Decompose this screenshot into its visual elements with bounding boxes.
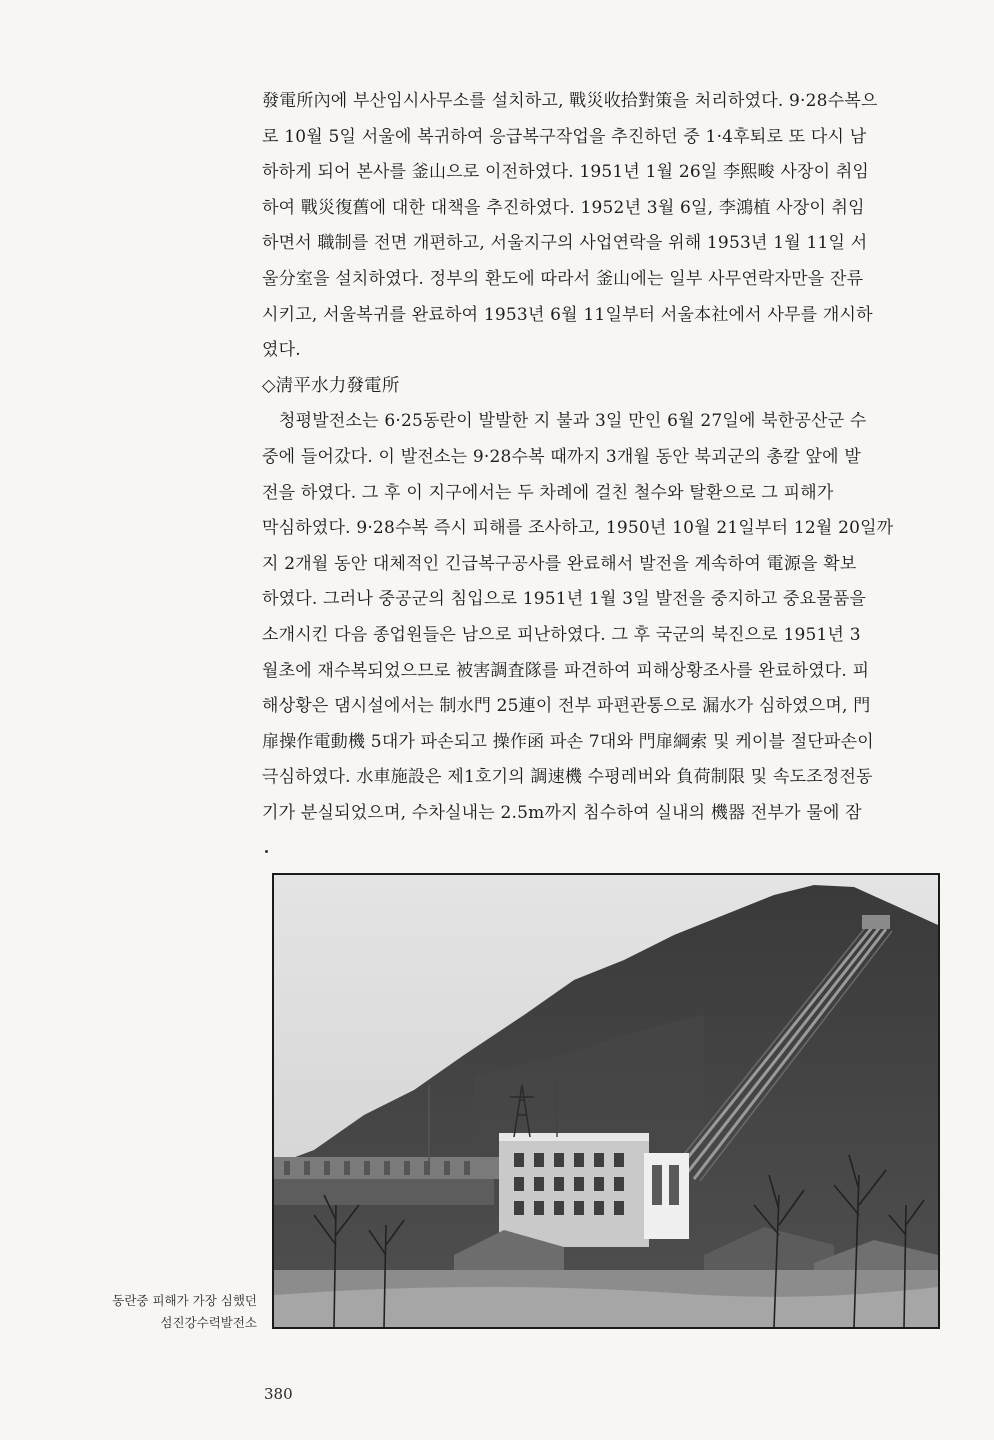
caption-line: 섬진강수력발전소 — [160, 1315, 257, 1330]
text-line: 전을 하였다. 그 후 이 지구에서는 두 차례에 걸친 철수와 탈환으로 그 피해가 — [262, 482, 834, 503]
text-line: 울分室을 설치하였다. 정부의 환도에 따라서 釜山에는 일부 사무연락자만을 잔류 — [262, 268, 864, 289]
photo-caption — [112, 1290, 257, 1334]
text-line: 하면서 職制를 전면 개편하고, 서울지구의 사업연락을 위해 1953년 1월 11일 서 — [262, 233, 868, 254]
power-plant-photo — [272, 873, 940, 1329]
text-line: 막심하였다. 9·28수복 즉시 피해를 조사하고, 1950년 10월 21일부터 12월 20일까 — [262, 518, 894, 539]
text-line: 소개시킨 다음 종업원들은 남으로 피난하였다. 그 후 국군의 북진으로 1951년 3 — [262, 624, 861, 645]
text-line: 扉操作電動機 5대가 파손되고 操作函 파손 7대와 門扉綱索 및 케이블 절단파손이 — [262, 731, 874, 752]
text-line: 였다. — [262, 340, 301, 361]
text-line: 해상황은 댐시설에서는 制水門 25連이 전부 파편관통으로 漏水가 심하였으며, 門 — [262, 696, 871, 717]
text-line: 기가 분실되었으며, 수차실내는 2.5m까지 침수하여 실내의 機器 전부가 물에 잠 — [262, 802, 862, 823]
text-line: 지 2개월 동안 대체적인 긴급복구공사를 완료해서 발전을 계속하여 電源을 확보 — [262, 553, 857, 574]
text-line: 극심하였다. 水車施設은 제1호기의 調速機 수평레버와 負荷制限 및 속도조정전동 — [262, 767, 873, 788]
text-line: 하여 戰災復舊에 대한 대책을 추진하였다. 1952년 3월 6일, 李鴻植 사장이 취임 — [262, 197, 865, 218]
print-speck — [265, 850, 268, 853]
caption-line: 동란중 피해가 가장 심했던 — [112, 1293, 257, 1308]
text-line: 로 10월 5일 서울에 복귀하여 응급복구작업을 추진하던 중 1·4후퇴로 또 다시 남 — [262, 126, 867, 147]
photo-image — [274, 875, 938, 1327]
section-heading: ◇淸平水力發電所 — [262, 375, 400, 396]
text-line: 하하게 되어 본사를 釜山으로 이전하였다. 1951년 1월 26일 李熙畯 사장이 취임 — [262, 162, 870, 183]
text-line: 시키고, 서울복귀를 완료하여 1953년 6월 11일부터 서울本社에서 사무를 개시하 — [262, 304, 873, 325]
body-text — [262, 84, 940, 831]
text-line: 청평발전소는 6·25동란이 발발한 지 불과 3일 만인 6월 27일에 북한공산군 수 — [279, 411, 867, 432]
text-line: 중에 들어갔다. 이 발전소는 9·28수복 때까지 3개월 동안 북괴군의 총칼 앞에 발 — [262, 446, 861, 467]
text-line: 發電所內에 부산임시사무소를 설치하고, 戰災收拾對策을 처리하였다. 9·28수복으 — [262, 91, 878, 111]
page-number: 380 — [264, 1385, 293, 1403]
text-line: 하였다. 그러나 중공군의 침입으로 1951년 1월 3일 발전을 중지하고 중요물품을 — [262, 589, 867, 610]
text-line: 월초에 재수복되었으므로 被害調査隊를 파견하여 피해상황조사를 완료하였다. 피 — [262, 660, 870, 681]
